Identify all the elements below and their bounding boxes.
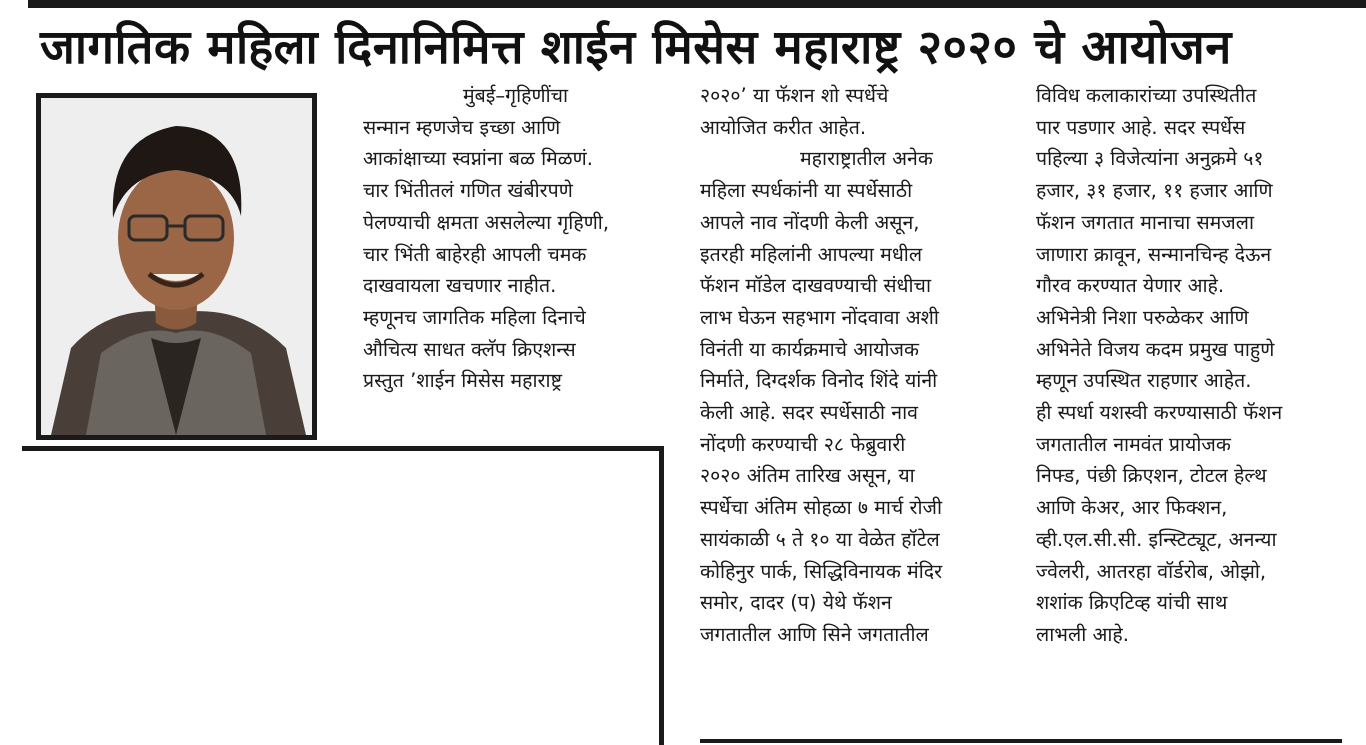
article-line: आणि केअर, आर फिक्शन, [1036, 496, 1228, 520]
article-line: चार भिंती बाहेरही आपली चमक [363, 242, 587, 266]
article-line: गौरव करण्यात येणार आहे. [1036, 274, 1225, 298]
article-line: निफ्ड, पंछी क्रिएशन, टोटल हेल्थ [1036, 464, 1267, 488]
article-line: स्पर्धेचा अंतिम सोहळा ७ मार्च रोजी [700, 496, 943, 520]
box-border-top [22, 446, 664, 451]
article-line: निर्माते, दिग्दर्शक विनोद शिंदे यांनी [700, 369, 938, 393]
article-line: फॅशन मॉडेल दाखवण्याची संधीचा [700, 274, 931, 298]
article-line: हजार, ३१ हजार, ११ हजार आणि [1036, 179, 1273, 203]
article-line: अभिनेत्री निशा परुळेकर आणि [1036, 305, 1249, 329]
article-line: इतरही महिलांनी आपल्या मधील [700, 242, 923, 266]
article-line: आयोजित करीत आहेत. [700, 115, 867, 139]
article-line: जाणारा क्रावून, सन्मानचिन्ह देऊन [1036, 242, 1272, 266]
article-line: सायंकाळी ५ ते १० या वेळेत हॉटेल [700, 527, 940, 551]
article-line: कोहिनुर पार्क, सिद्धिविनायक मंदिर [700, 559, 943, 583]
article-column-1 [363, 80, 663, 397]
article-line: मुंबई–गृहिणींचा [463, 84, 569, 107]
article-line: म्हणूनच जागतिक महिला दिनाचे [363, 305, 586, 329]
article-line: सन्मान म्हणजेच इच्छा आणि [363, 115, 561, 139]
article-line: दाखवायला खचणार नाहीत. [363, 274, 557, 298]
article-line: फॅशन जगतात मानाचा समजला [1036, 210, 1255, 234]
article-line: व्ही.एल.सी.सी. इन्स्टिट्यूट, अनन्या [1036, 527, 1277, 551]
article-line: २०२०’ या फॅशन शो स्पर्धेचे [700, 84, 889, 107]
article-line: ही स्पर्धा यशस्वी करण्यासाठी फॅशन [1036, 401, 1283, 425]
article-line: पहिल्या ३ विजेत्यांना अनुक्रमे ५१ [1036, 147, 1264, 171]
article-line: केली आहे. सदर स्पर्धेसाठी नाव [700, 401, 919, 425]
article-line: विनंती या कार्यक्रमाचे आयोजक [700, 337, 919, 361]
article-headline: जागतिक महिला दिनानिमित्त शाईन मिसेस महाराष्ट्र २०२० चे आयोजन [40, 20, 1232, 75]
article-line: विविध कलाकारांच्या उपस्थितीत [1036, 84, 1257, 107]
article-line: नोंदणी करण्याची २८ फेब्रुवारी [700, 432, 906, 456]
article-line: महिला स्पर्धकांनी या स्पर्धेसाठी [700, 179, 913, 203]
article-line: २०२० अंतिम तारिख असून, या [700, 464, 915, 488]
article-line: प्रस्तुत ’शाईन मिसेस महाराष्ट्र [363, 369, 562, 393]
article-line: लाभ घेऊन सहभाग नोंदवावा अशी [700, 305, 939, 329]
article-line: शशांक क्रिएटिव्ह यांची साथ [1036, 591, 1228, 615]
article-line: औचित्य साधत क्लॅप क्रिएशन्स [363, 337, 576, 361]
article-line: जगतातील आणि सिने जगतातील [700, 622, 929, 646]
article-line: पेलण्याची क्षमता असलेल्या गृहिणी, [363, 210, 610, 234]
article-line: पार पडणार आहे. सदर स्पर्धेस [1036, 115, 1246, 139]
bottom-rule [700, 739, 1342, 743]
article-column-3 [1036, 80, 1346, 651]
article-line: म्हणून उपस्थित राहणार आहेत. [1036, 369, 1252, 393]
box-border-right [659, 446, 664, 745]
article-column-2 [700, 80, 1000, 651]
article-line: समोर, दादर (प) येथे फॅशन [700, 591, 892, 615]
article-line: चार भिंतीतलं गणित खंबीरपणे [363, 179, 573, 203]
portrait-photo [36, 93, 317, 440]
article-line: ज्वेलरी, आतरहा वॉर्डरोब, ओझो, [1036, 559, 1267, 583]
article-line: अभिनेते विजय कदम प्रमुख पाहुणे [1036, 337, 1275, 361]
article-line: महाराष्ट्रातील अनेक [800, 147, 933, 171]
portrait-image [41, 98, 312, 435]
article-line: आकांक्षाच्या स्वप्नांना बळ मिळणं. [363, 147, 593, 171]
article-line: जगतातील नामवंत प्रायोजक [1036, 432, 1231, 456]
article-line: आपले नाव नोंदणी केली असून, [700, 210, 920, 234]
article-line: लाभली आहे. [1036, 622, 1129, 646]
top-rule [28, 0, 1366, 8]
